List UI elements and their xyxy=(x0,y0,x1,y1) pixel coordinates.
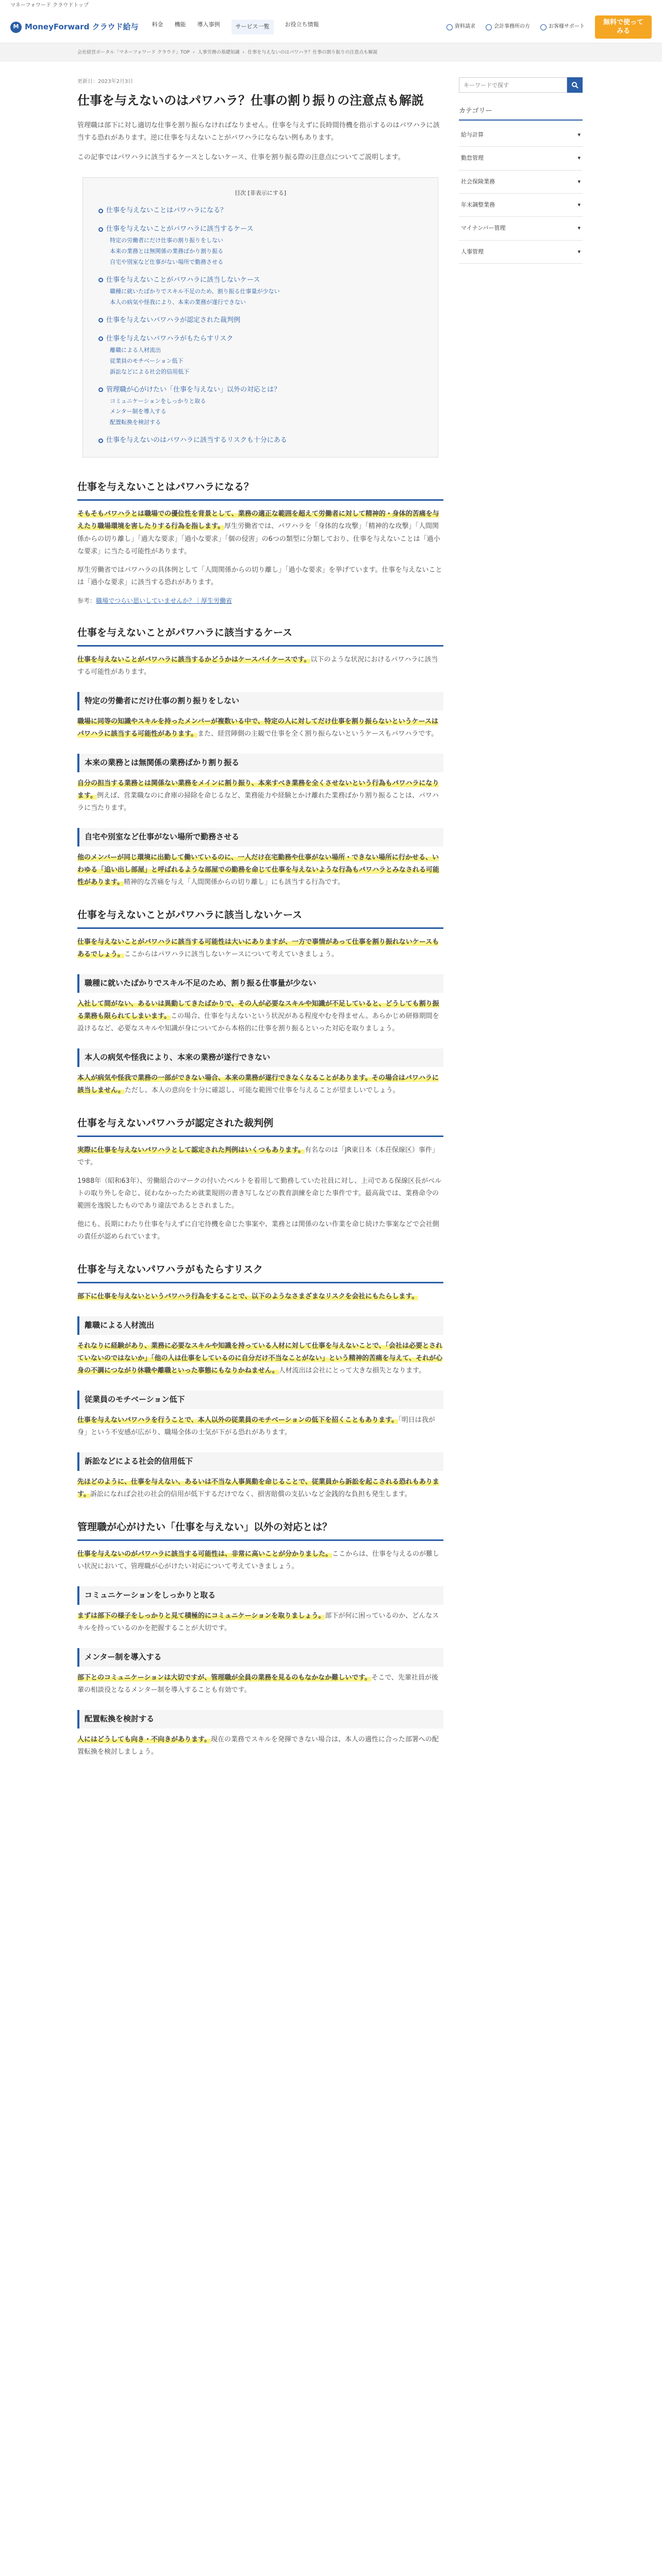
toc-subitem[interactable]: 従業員のモチベーション低下 xyxy=(110,357,184,364)
paragraph-text: 精神的な苦痛を与え「人間関係からの切り離し」にも該当する行為です。 xyxy=(123,878,344,886)
bullet-icon xyxy=(98,336,103,341)
toc-item[interactable] xyxy=(98,205,422,217)
highlight-text: 部下に仕事を与えないというパワハラ行為をすることで、以下のようなさまざまなリスクを会社にもたらします。 xyxy=(77,1293,419,1301)
category-item[interactable] xyxy=(459,171,583,194)
bullet-icon xyxy=(98,318,103,323)
highlight-text: 部下とのコミュニケーションは大切ですが、管理職が全員の業務を見るのもなかなか難しいです。 xyxy=(77,1673,372,1682)
toc-item[interactable] xyxy=(98,223,422,235)
section-heading: 管理職が心がけたい「仕事を与えない」以外の対応とは？ xyxy=(77,1518,443,1541)
table-of-contents xyxy=(82,177,438,457)
paragraph-text: 人材流出は会社にとって大きな損失となります。 xyxy=(278,1367,426,1375)
nav-item-cases[interactable]: 導入事例 xyxy=(197,21,220,28)
category-item[interactable] xyxy=(459,194,583,217)
highlight-text: 仕事を与えないパワハラを行うことで、本人以外の従業員のモチベーションの低下を招くこともあります。 xyxy=(77,1416,399,1425)
highlight-text: 本人が病気や怪我で業務の一部ができない場合、本来の業務が遂行できなくなることがあります。その場合はパワハラに該当しません。 xyxy=(77,1074,439,1094)
paragraph-text: 他にも、長期にわたり仕事を与えずに自宅待機を命じた事案や、業務とは関係のない作業を命じ続けた事案などで会社側の責任が認められています。 xyxy=(77,1221,439,1241)
chevron-down-icon: ▾ xyxy=(577,225,581,232)
help-icon xyxy=(540,24,547,30)
paragraph-text: 例えば、営業職なのに倉庫の掃除を命じるなど、業務能力や経験とかけ離れた業務ばかり割り振ることは、パワハラに当たります。 xyxy=(77,791,439,812)
category-label: 年末調整業務 xyxy=(461,201,495,209)
highlight-text: 職場に同等の知識やスキルを持ったメンバーが複数いる中で、特定の人に対してだけ仕事を割り振らないというケースはパワハラに該当する可能性があります。 xyxy=(77,717,439,738)
section-heading: 仕事を与えないことはパワハラになる？ xyxy=(77,478,443,501)
lead-paragraph: この記事ではパワハラに該当するケースとしないケース、仕事を割り振る際の注意点についてご説明します。 xyxy=(77,153,405,161)
breadcrumb-category[interactable]: 人事労務の基礎知識 xyxy=(197,49,240,55)
body-paragraph xyxy=(77,1175,443,1212)
paragraph-text: 現在の業務でスキルを発揮できない場合は、本人の適性に合った部署への配置転換を検討しましょう。 xyxy=(77,1735,439,1756)
chevron-down-icon: ▾ xyxy=(577,178,581,185)
search-button[interactable] xyxy=(567,77,583,93)
body-paragraph xyxy=(77,998,443,1035)
highlight-text: 他のメンバーが同じ環境に出勤して働いているのに、一人だけ在宅勤務や仕事がない場所・できない場所に行かせる、いわゆる「追い出し部屋」と呼ばれるような部屋での勤務を命じて仕事を与えないような行為もパワハラとみなされる可能性があります。 xyxy=(77,853,440,886)
toc-subitem[interactable]: コミュニケーションをしっかりと取る xyxy=(110,397,206,404)
highlight-text: まずは部下の様子をしっかりと見て積極的にコミュニケーションを取りましょう。 xyxy=(77,1612,325,1620)
paragraph-text: ここからはパワハラに該当しないケースについて考えていきましょう。 xyxy=(124,950,338,958)
category-item[interactable] xyxy=(459,147,583,170)
body-paragraph xyxy=(77,654,443,679)
paragraph-text: 厚生労働省ではパワハラの具体例として「人間関係からの切り離し」「過小な要求」を挙げています。仕事を与えないことは「過小な要求」に該当する恐れがあります。 xyxy=(77,566,442,586)
toc-subitem[interactable]: 自宅や別室など仕事がない場所で勤務させる xyxy=(110,259,223,266)
toc-subitem[interactable]: メンター制を導入する xyxy=(110,408,167,415)
nav-item-resources[interactable]: お役立ち情報 xyxy=(285,21,319,28)
category-label: 勤怠管理 xyxy=(461,155,484,162)
body-paragraph xyxy=(77,1144,443,1169)
sidebar xyxy=(459,77,583,1765)
highlight-text: 仕事を与えないことがパワハラに該当する可能性は大いにありますが、一方で事情があって仕事を割り振れないケースもあるでしょう。 xyxy=(77,938,439,958)
subsection-heading: 離職による人材流出 xyxy=(77,1316,443,1335)
body-paragraph xyxy=(77,1414,443,1439)
paragraph-text: 部下が何に困っているのか、どんなスキルを持っているのかを把握することが大切です。 xyxy=(77,1612,439,1632)
document-icon xyxy=(446,24,453,30)
toc-item-label: 仕事を与えないのはパワハラに該当するリスクも十分にある xyxy=(106,436,287,445)
toc-subitem[interactable]: 職種に就いたばかりでスキル不足のため、割り振る仕事量が少ない xyxy=(110,287,280,295)
category-item[interactable] xyxy=(459,217,583,240)
bullet-icon xyxy=(98,227,103,232)
breadcrumb-home[interactable]: 会社経営ポータル「マネーフォワード クラウド」TOP xyxy=(77,49,190,55)
toc-item-label: 管理職が心がけたい「仕事を与えない」以外の対応とは？ xyxy=(106,385,281,394)
category-item[interactable] xyxy=(459,124,583,147)
category-title: カテゴリー xyxy=(459,105,583,121)
subsection-heading: 配置転換を検討する xyxy=(77,1710,443,1728)
toc-subitem[interactable]: 本人の病気や怪我により、本来の業務が遂行できない xyxy=(110,298,246,306)
body-paragraph xyxy=(77,1218,443,1243)
chevron-down-icon: ▾ xyxy=(577,155,581,162)
body-paragraph xyxy=(77,1476,443,1501)
highlight-text: 仕事を与えないことがパワハラに該当するかどうかはケースバイケースです。 xyxy=(77,656,311,664)
highlight-text: それなりに経験があり、業務に必要なスキルや知識を持っている人材に対して仕事を与えないことで、「会社は必要とされていないのではないか」「他の人は仕事をしているのに自分だけ不当なことがない」という精神的苦痛を与えて、それが心身の不調につながり休職や離職といった事態にもなりかねません。 xyxy=(77,1342,443,1375)
highlight-text: 人にはどうしても向き・不向きがあります。 xyxy=(77,1735,211,1743)
subsection-heading: コミュニケーションをしっかりと取る xyxy=(77,1586,443,1605)
body-paragraph xyxy=(77,936,443,961)
docs-link-label: 資料請求 xyxy=(455,24,475,30)
topbar-link[interactable]: マネーフォワード クラウドトップ xyxy=(10,2,89,8)
highlight-text: 入社して間がない、あるいは異動してきたばかりで、その人が必要なスキルや知識が不足していると、どうしても割り振る業務も限られてしまいます。 xyxy=(77,999,439,1020)
body-paragraph xyxy=(77,564,443,589)
body-paragraph xyxy=(77,508,443,557)
subsection-heading: 自宅や別室など仕事がない場所で勤務させる xyxy=(77,828,443,846)
category-item[interactable] xyxy=(459,241,583,264)
body-paragraph xyxy=(77,1072,443,1097)
body-paragraph xyxy=(77,852,443,889)
reference-link[interactable]: 職場でつらい思いしていませんか？｜厚生労働省 xyxy=(96,597,233,604)
toc-subitem[interactable]: 配置転換を検討する xyxy=(110,419,161,426)
body-paragraph xyxy=(77,1340,443,1377)
breadcrumb-current: 仕事を与えないのはパワハラ？仕事の割り振りの注意点も解説 xyxy=(247,49,378,55)
support-link-label: お客様サポート xyxy=(549,24,585,30)
toc-item[interactable] xyxy=(98,434,422,447)
breadcrumb xyxy=(0,43,662,62)
accountant-link[interactable] xyxy=(486,22,530,32)
toc-item[interactable] xyxy=(98,314,422,327)
search-box xyxy=(459,77,583,93)
highlight-text: そもそもパワハラとは職場での優位性を背景として、業務の適正な範囲を超えて労働者に対して精神的・身体的苦痛を与えたり職場環境を害したりする行為を指します。 xyxy=(77,510,439,531)
paragraph-text: 以下のような状況におけるパワハラに該当する可能性があります。 xyxy=(77,656,438,676)
body-paragraph xyxy=(77,777,443,815)
toc-subitem[interactable]: 特定の労働者にだけ仕事の割り振りをしない xyxy=(110,237,223,244)
toc-item-label: 仕事を与えないことがパワハラに該当するケース xyxy=(106,225,254,233)
category-label: マイナンバー管理 xyxy=(461,225,506,232)
logo-icon: M xyxy=(10,22,22,33)
search-icon xyxy=(571,81,578,89)
section-heading: 仕事を与えないことがパワハラに該当しないケース xyxy=(77,906,443,929)
paragraph-text: ここからは、仕事を与えるのが難しい状況において、管理職が心がけたい対応について考えていきましょう。 xyxy=(77,1550,440,1571)
breadcrumb-separator: › xyxy=(192,49,195,55)
nav-item-services[interactable]: サービス一覧 xyxy=(231,20,274,34)
highlight-text: 実際に仕事を与えないパワハラとして認定された判例はいくつもあります。 xyxy=(77,1146,305,1154)
body-paragraph xyxy=(77,1291,443,1303)
category-label: 給与計算 xyxy=(461,131,484,139)
bullet-icon xyxy=(98,387,103,392)
article xyxy=(77,77,443,1765)
lead-paragraph: 管理職は部下に対し適切な仕事を割り振らなければなりません。仕事を与えずに長時間待機を指示するのはパワハラに該当する恐れがあります。逆に仕事を与えないことがパワハラにならない例もあります。 xyxy=(77,121,440,142)
support-link[interactable] xyxy=(540,22,585,32)
paragraph-text: ただし、本人の意向を十分に確認し、可能な範囲で仕事を与えることが望ましいでしょう。 xyxy=(124,1086,400,1094)
toc-item-label: 仕事を与えないパワハラが認定された裁判例 xyxy=(106,316,241,324)
highlight-text: 仕事を与えないのがパワハラに該当する可能性は、非常に高いことが分かりました。 xyxy=(77,1550,333,1558)
page-title: 仕事を与えないのはパワハラ？仕事の割り振りの注意点も解説 xyxy=(77,93,424,108)
toc-item[interactable] xyxy=(98,384,422,396)
toc-subitem[interactable]: 訴訟などによる社会的信用低下 xyxy=(110,368,189,375)
paragraph-text: また、経営陣側の主観で仕事を全く割り振らないというケースもパワハラです。 xyxy=(197,730,438,738)
subsection-heading: メンター制を導入する xyxy=(77,1648,443,1667)
paragraph-text: 厚生労働省では、パワハラを「身体的な攻撃」「精神的な攻撃」「人間関係からの切り離し」「過大な要求」「過小な要求」「個の侵害」の6つの類型に分類しており、仕事を与えないことは「過小な要求」に当たる可能性があります。 xyxy=(77,522,440,555)
nav-item-pricing[interactable]: 料金 xyxy=(152,21,163,28)
logo-text: MoneyForward クラウド給与 xyxy=(25,22,139,31)
reference xyxy=(77,595,443,606)
section-heading: 仕事を与えないパワハラが認定された裁判例 xyxy=(77,1114,443,1137)
body-paragraph xyxy=(77,1672,443,1697)
bullet-icon xyxy=(98,209,103,213)
building-icon xyxy=(486,24,492,30)
toc-item-label: 仕事を与えないことがパワハラに該当しないケース xyxy=(106,276,260,284)
body-paragraph xyxy=(77,1734,443,1758)
section-heading: 仕事を与えないことがパワハラに該当するケース xyxy=(77,624,443,647)
toc-item[interactable] xyxy=(98,333,422,345)
category-label: 人事管理 xyxy=(461,248,484,255)
paragraph-text: 有名なのは「JR東日本（本荘保線区）事件」です。 xyxy=(77,1146,439,1166)
accountant-link-label: 会計事務所の方 xyxy=(494,24,530,30)
paragraph-text: 「明日は我が身」という不安感が広がり、職場全体の士気が下がる恐れがあります。 xyxy=(77,1416,435,1437)
logo[interactable] xyxy=(10,20,139,35)
chevron-down-icon: ▾ xyxy=(577,201,581,209)
section-heading: 仕事を与えないパワハラがもたらすリスク xyxy=(77,1261,443,1283)
highlight-text: 自分の担当する業務とは関係ない業務をメインに割り振り、本来すべき業務を全くさせないという行為もパワハラになります。 xyxy=(77,779,439,800)
category-label: 社会保険業務 xyxy=(461,178,495,185)
paragraph-text: 訴訟になれば会社の社会的信用が低下するだけでなく、損害賠償の支払いなど金銭的な負担も発生します。 xyxy=(90,1490,411,1498)
free-trial-button[interactable]: 無料で使ってみる xyxy=(595,15,652,39)
chevron-down-icon: ▾ xyxy=(577,248,581,255)
nav-item-features[interactable]: 機能 xyxy=(174,21,186,28)
paragraph-text: 1988年（昭和63年）、労働組合のマークの付いたベルトを着用して勤務していた社員に対し、上司である保線区長がベルトの取り外しを命じ、従わなかったため就業規則の書き写しなどの教育訓練を命じた事件です。最高裁では、業務命令の範囲を逸脱したものであり違法であるとされました。 xyxy=(77,1177,442,1210)
toc-subitem[interactable]: 本来の業務とは無関係の業務ばかり割り振る xyxy=(110,248,223,255)
breadcrumb-separator: › xyxy=(242,49,245,55)
chevron-down-icon: ▾ xyxy=(577,131,581,139)
reference-label: 参考： xyxy=(77,597,96,604)
topbar xyxy=(0,0,662,11)
subsection-heading: 従業員のモチベーション低下 xyxy=(77,1391,443,1409)
subsection-heading: 職種に就いたばかりでスキル不足のため、割り振る仕事量が少ない xyxy=(77,974,443,993)
toc-subitem[interactable]: 離職による人材流出 xyxy=(110,346,161,353)
subsection-heading: 特定の労働者にだけ仕事の割り振りをしない xyxy=(77,692,443,710)
toc-item-label: 仕事を与えないことはパワハラになる？ xyxy=(106,207,227,215)
subsection-heading: 本人の病気や怪我により、本来の業務が遂行できない xyxy=(77,1048,443,1067)
updated-date: 更新日：2023年2月3日 xyxy=(77,79,134,84)
subsection-heading: 訴訟などによる社会的信用低下 xyxy=(77,1452,443,1471)
subsection-heading: 本来の業務とは無関係の業務ばかり割り振る xyxy=(77,754,443,772)
main-nav xyxy=(152,20,319,34)
search-input[interactable] xyxy=(459,77,567,93)
toc-title[interactable]: 目次 [非表示にする] xyxy=(234,189,287,196)
toc-item-label: 仕事を与えないパワハラがもたらすリスク xyxy=(106,334,234,343)
paragraph-text: そこで、先輩社員が後輩の相談役となるメンター制を導入することも有効です。 xyxy=(77,1673,438,1694)
body-paragraph xyxy=(77,1548,443,1573)
site-header xyxy=(0,11,662,43)
body-paragraph xyxy=(77,1610,443,1635)
bullet-icon xyxy=(98,278,103,282)
paragraph-text: この場合、仕事を与えないという状況がある程度やむを得ません。あらかじめ研修期間を設けるなど、必要なスキルや知識が身についてから本格的に仕事を割り振るといった対応を取りましょう。 xyxy=(77,1012,439,1032)
toc-item[interactable] xyxy=(98,274,422,286)
highlight-text: 先ほどのように、仕事を与えない、あるいは不当な人事異動を命じることで、従業員から訴訟を起こされる恐れもあります。 xyxy=(77,1478,439,1498)
docs-link[interactable] xyxy=(446,22,475,32)
body-paragraph xyxy=(77,716,443,740)
bullet-icon xyxy=(98,438,103,443)
